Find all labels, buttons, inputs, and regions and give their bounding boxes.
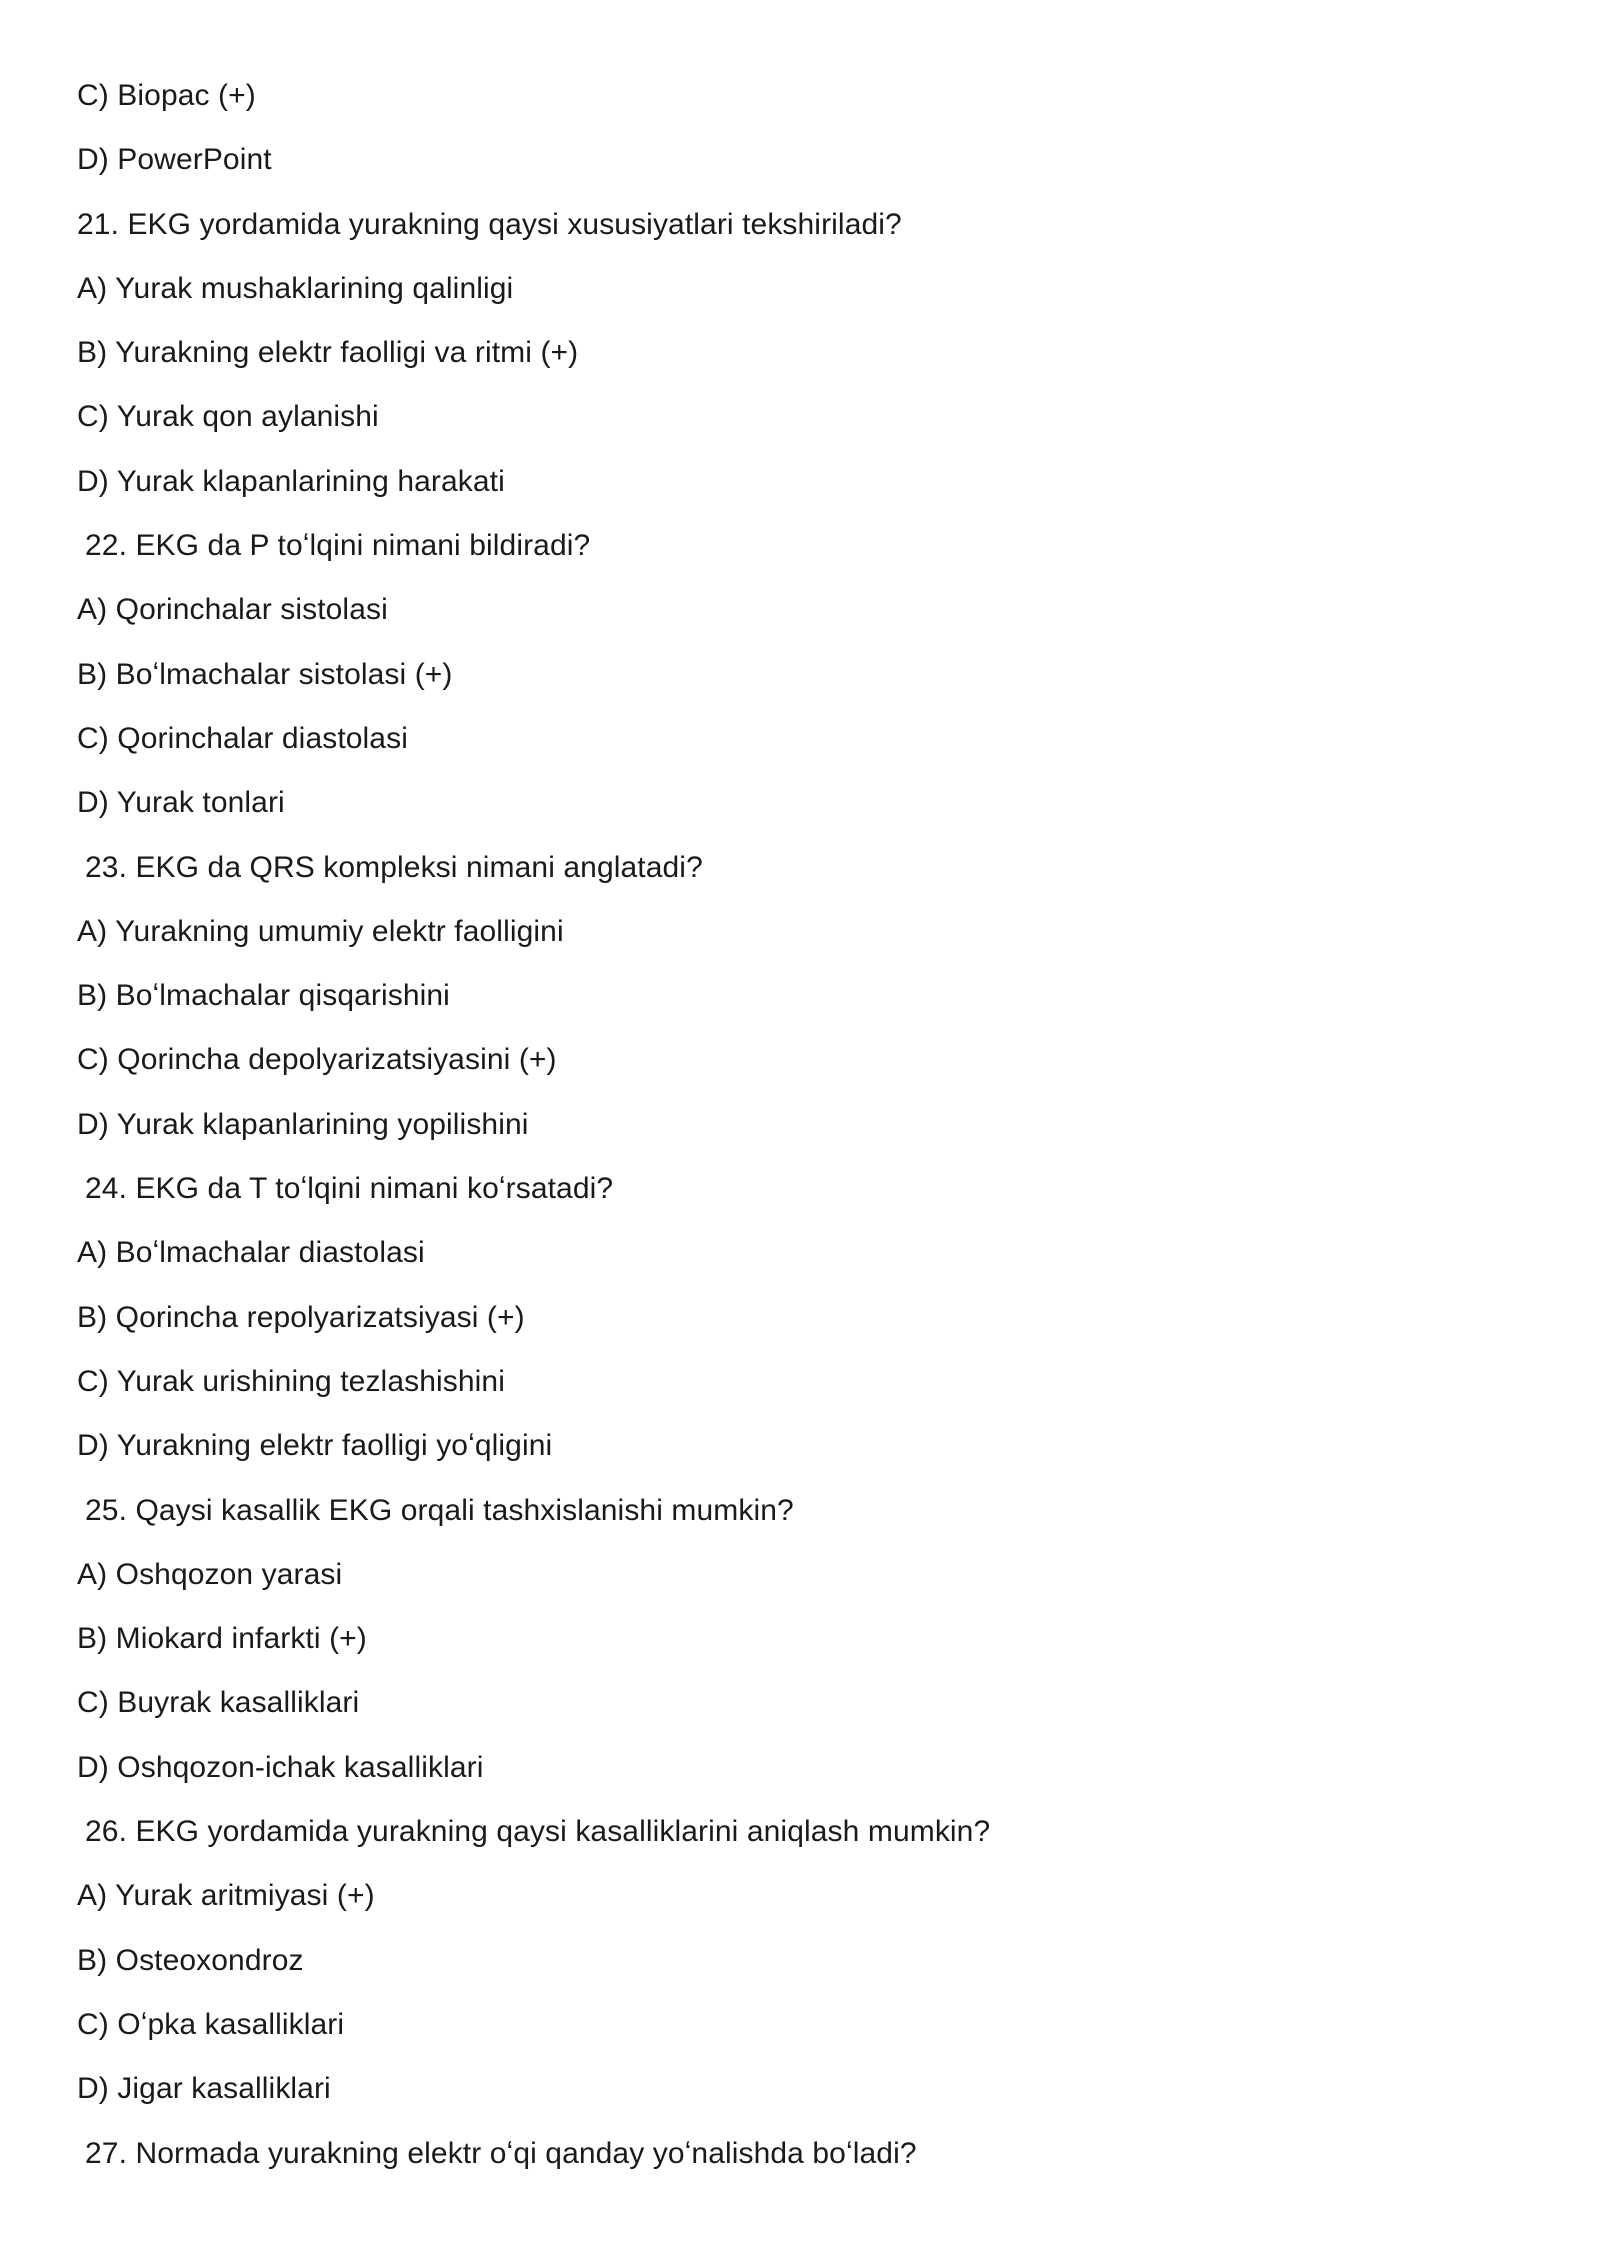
answer-option: C) Yurak urishining tezlashishini bbox=[77, 1364, 505, 1398]
answer-option: D) Yurak tonlari bbox=[77, 786, 285, 820]
answer-option: B) Yurakning elektr faolligi va ritmi (+) bbox=[77, 336, 579, 370]
answer-option: D) Oshqozon-ichak kasalliklari bbox=[77, 1750, 484, 1784]
question-24: 24. EKG da T toʻlqini nimani koʻrsatadi? bbox=[85, 1172, 614, 1206]
question-21: 21. EKG yordamida yurakning qaysi xususiyatlari tekshiriladi? bbox=[77, 207, 902, 241]
question-22: 22. EKG da P toʻlqini nimani bildiradi? bbox=[85, 529, 591, 563]
answer-option: A) Yurak aritmiyasi (+) bbox=[77, 1879, 375, 1913]
answer-option: C) Biopac (+) bbox=[77, 79, 256, 112]
answer-option: B) Miokard infarkti (+) bbox=[77, 1622, 367, 1656]
answer-option: B) Boʻlmachalar qisqarishini bbox=[77, 979, 450, 1013]
answer-option: A) Boʻlmachalar diastolasi bbox=[77, 1236, 425, 1270]
answer-option: D) Yurak klapanlarining yopilishini bbox=[77, 1107, 529, 1141]
quiz-text-body bbox=[77, 72, 1527, 2194]
question-27: 27. Normada yurakning elektr oʻqi qanday yoʻnalishda boʻladi? bbox=[85, 2136, 917, 2170]
answer-option: D) PowerPoint bbox=[77, 143, 272, 177]
answer-option: C) Qorinchalar diastolasi bbox=[77, 721, 408, 755]
answer-option: D) Yurak klapanlarining harakati bbox=[77, 464, 505, 498]
answer-option: A) Qorinchalar sistolasi bbox=[77, 593, 388, 627]
answer-option: C) Yurak qon aylanishi bbox=[77, 400, 379, 434]
question-26: 26. EKG yordamida yurakning qaysi kasalliklarini aniqlash mumkin? bbox=[85, 1815, 991, 1849]
answer-option: B) Qorincha repolyarizatsiyasi (+) bbox=[77, 1300, 525, 1334]
answer-option: A) Yurakning umumiy elektr faolligini bbox=[77, 914, 564, 948]
answer-option: C) Oʻpka kasalliklari bbox=[77, 2007, 345, 2041]
answer-option: D) Jigar kasalliklari bbox=[77, 2072, 331, 2106]
answer-option: B) Boʻlmachalar sistolasi (+) bbox=[77, 657, 453, 691]
answer-option: C) Qorincha depolyarizatsiyasini (+) bbox=[77, 1043, 557, 1077]
answer-option: B) Osteoxondroz bbox=[77, 1943, 304, 1977]
question-25: 25. Qaysi kasallik EKG orqali tashxislanishi mumkin? bbox=[85, 1493, 794, 1527]
question-23: 23. EKG da QRS kompleksi nimani anglatadi? bbox=[85, 850, 703, 884]
answer-option: A) Yurak mushaklarining qalinligi bbox=[77, 271, 514, 305]
answer-option: D) Yurakning elektr faolligi yoʻqligini bbox=[77, 1429, 553, 1463]
answer-option: C) Buyrak kasalliklari bbox=[77, 1686, 360, 1720]
answer-option: A) Oshqozon yarasi bbox=[77, 1557, 343, 1591]
